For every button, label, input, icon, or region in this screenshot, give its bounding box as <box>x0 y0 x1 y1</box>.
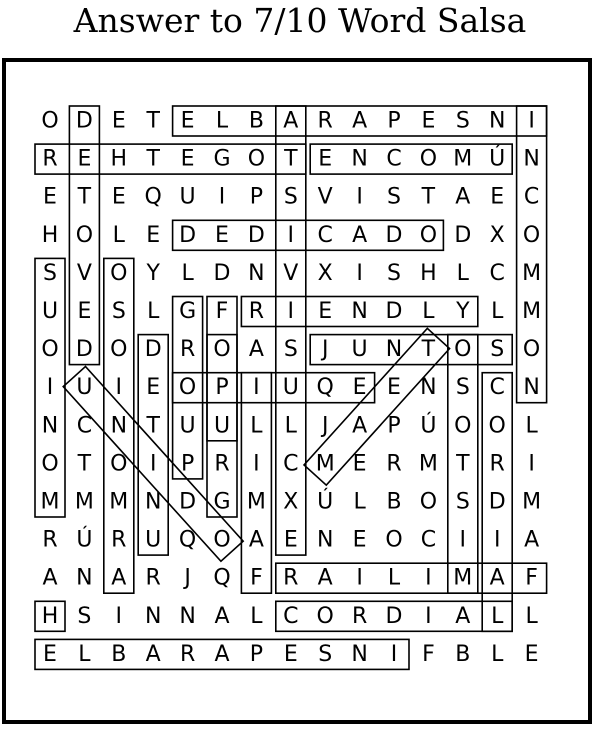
grid-cell: I <box>46 375 54 401</box>
grid-cell: P <box>387 413 401 439</box>
grid-cell: I <box>528 451 535 477</box>
grid-cell: R <box>111 527 127 553</box>
grid-cell: N <box>523 375 540 401</box>
grid-cell: O <box>41 451 59 477</box>
grid-cell: L <box>525 603 538 629</box>
grid-cell: J <box>321 413 329 439</box>
grid-cell: O <box>41 337 59 363</box>
grid-cell: L <box>525 413 538 439</box>
grid-cell: M <box>453 565 473 591</box>
grid-cell: O <box>213 337 231 363</box>
grid-cell: N <box>76 565 93 591</box>
grid-cell: E <box>111 108 126 134</box>
grid-cell: Q <box>178 527 197 553</box>
grid-cell: I <box>218 184 226 210</box>
grid-cell: S <box>111 299 126 324</box>
grid-cell: S <box>490 337 505 363</box>
grid-cell: M <box>246 489 266 515</box>
word-col-fopurg <box>207 297 237 518</box>
grid-cell: I <box>425 565 432 591</box>
page-title: Answer to 7/10 Word Salsa <box>73 1 527 40</box>
word-en-comun <box>310 144 512 174</box>
grid-cell: I <box>253 375 260 401</box>
grid-cell: E <box>318 146 333 172</box>
grid-cell: C <box>489 375 505 401</box>
grid-cell: D <box>179 222 197 248</box>
grid-cell: O <box>522 337 541 363</box>
grid-cell: O <box>419 146 438 172</box>
grid-cell: A <box>352 413 368 439</box>
grid-cell: I <box>356 184 363 210</box>
grid-cell: D <box>385 222 403 248</box>
grid-cell: P <box>249 184 264 210</box>
grid-cell: G <box>213 146 231 172</box>
grid-cell: O <box>41 108 59 134</box>
grid-cell: F <box>250 565 263 591</box>
grid-cell: S <box>387 260 401 286</box>
grid-cell: E <box>43 184 57 210</box>
grid-cell: B <box>111 641 127 667</box>
grid-cell: I <box>287 222 295 248</box>
grid-cell: O <box>316 603 334 629</box>
grid-cell: O <box>75 222 94 248</box>
grid-cell: N <box>351 146 368 172</box>
grid-cell: O <box>178 375 197 401</box>
grid-cell: L <box>491 603 504 629</box>
grid-cell: L <box>250 603 263 629</box>
grid-cell: C <box>523 184 540 210</box>
grid-cell: I <box>115 603 123 629</box>
grid-cell: D <box>75 108 93 134</box>
grid-cell: A <box>283 108 299 134</box>
grid-cell: H <box>110 146 128 172</box>
grid-cell: R <box>283 565 299 591</box>
grid-cell: R <box>214 451 230 477</box>
grid-cell: C <box>317 222 333 248</box>
grid-cell: V <box>317 184 333 210</box>
grid-cell: H <box>41 603 59 629</box>
grid-cell: T <box>284 146 298 172</box>
grid-cell: B <box>455 641 471 667</box>
grid-cell: F <box>525 565 538 591</box>
grid-cell: R <box>42 146 58 172</box>
grid-cell: S <box>455 489 470 515</box>
grid-cell: Ú <box>489 146 506 172</box>
word-col-f <box>241 373 271 594</box>
grid-cell: D <box>385 299 403 324</box>
grid-cell: U <box>213 413 231 439</box>
grid-cell: C <box>386 146 402 172</box>
grid-cell: E <box>421 108 436 134</box>
grid-cell: S <box>387 184 401 210</box>
grid-cell: E <box>490 184 505 210</box>
grid-cell: Y <box>456 299 470 324</box>
grid-cell: O <box>110 451 128 477</box>
grid-cell: E <box>318 299 333 324</box>
grid-cell: T <box>146 146 160 172</box>
grid-cell: R <box>42 527 58 553</box>
grid-cell: A <box>214 603 230 629</box>
grid-cell: D <box>213 260 231 286</box>
grid-cell: X <box>317 260 333 286</box>
grid-cell: Q <box>213 565 231 591</box>
grid-cell: R <box>386 451 402 477</box>
grid-cell: A <box>42 565 58 591</box>
grid-cell: L <box>284 413 297 439</box>
grid-cell: I <box>356 565 363 591</box>
grid-cell: I <box>459 527 467 553</box>
grid-cell: O <box>419 222 438 248</box>
grid-cell: T <box>146 413 160 439</box>
grid-cell: S <box>455 108 470 134</box>
grid-cell: I <box>493 527 501 553</box>
grid-cell: B <box>248 108 264 134</box>
grid-cell: D <box>179 489 197 515</box>
grid-cell: E <box>215 222 229 248</box>
grid-cell: S <box>43 260 57 286</box>
grid-cell: R <box>317 108 333 134</box>
grid-cell: U <box>179 184 196 210</box>
grid-cell: Ú <box>317 489 334 515</box>
grid-cell: L <box>387 565 401 591</box>
grid-cell: A <box>145 641 161 667</box>
grid-cell: D <box>75 337 93 363</box>
grid-cell: A <box>455 184 471 210</box>
grid-cell: I <box>528 108 535 134</box>
grid-cell: M <box>522 260 542 286</box>
grid-cell: E <box>146 375 161 401</box>
grid-cell: U <box>76 375 93 401</box>
grid-cell: U <box>145 527 162 553</box>
grid-cell: T <box>77 451 92 477</box>
grid-cell: L <box>250 413 263 439</box>
grid-cell: N <box>179 603 196 629</box>
grid-cell: I <box>287 299 295 324</box>
grid-cell: O <box>385 527 403 553</box>
grid-cell: L <box>112 222 125 248</box>
grid-cell: H <box>420 260 437 286</box>
grid-cell: L <box>353 489 366 515</box>
grid-cell: O <box>488 413 506 439</box>
grid-cell: G <box>213 489 231 515</box>
grid-cell: R <box>248 299 265 324</box>
grid-cell: N <box>420 375 437 401</box>
grid-cell: I <box>115 375 123 401</box>
grid-cell: C <box>76 413 93 439</box>
word-col-duque <box>138 335 168 555</box>
grid-cell: N <box>248 260 265 286</box>
grid-cell: O <box>213 527 231 553</box>
grid-cell: E <box>180 108 195 134</box>
grid-cell: C <box>420 527 437 553</box>
grid-cell: C <box>283 451 299 477</box>
grid-cell: E <box>387 375 401 401</box>
grid-cell: L <box>491 641 504 667</box>
grid-cell: E <box>283 527 298 553</box>
grid-cell: A <box>489 565 505 591</box>
grid-cell: N <box>385 337 403 363</box>
grid-cell: A <box>352 222 368 248</box>
grid-cell: M <box>74 489 94 515</box>
grid-cell: P <box>180 451 195 477</box>
grid-cell: N <box>316 527 334 553</box>
word-dedicado <box>173 220 444 250</box>
grid-cell: D <box>144 337 162 363</box>
grid-cell: V <box>76 260 92 286</box>
grid-cell: E <box>283 641 298 667</box>
grid-cell: R <box>179 641 196 667</box>
grid-cell: A <box>214 641 230 667</box>
grid-cell: P <box>215 375 229 401</box>
grid-cell: I <box>149 451 157 477</box>
grid-cell: I <box>425 603 432 629</box>
word-juntos <box>310 335 512 365</box>
letter-cells <box>41 109 542 667</box>
grid-cell: S <box>283 337 298 363</box>
grid-cell: L <box>456 260 469 286</box>
grid-cell: J <box>321 337 329 363</box>
grid-cell: T <box>421 184 436 210</box>
grid-cell: N <box>144 489 162 515</box>
grid-cell: E <box>524 641 539 667</box>
grid-cell: E <box>43 641 57 667</box>
grid-cell: H <box>41 222 59 248</box>
grid-cell: E <box>111 184 126 210</box>
grid-cell: N <box>41 413 59 439</box>
grid-cell: M <box>40 489 60 515</box>
grid-cell: O <box>454 413 472 439</box>
word-together <box>35 144 306 174</box>
grid-cell: U <box>351 337 368 363</box>
grid-cell: X <box>489 222 505 248</box>
grid-cell: C <box>489 260 505 286</box>
grid-cell: T <box>77 184 92 210</box>
grid-cell: T <box>456 451 470 477</box>
grid-cell: T <box>421 337 436 363</box>
grid-cell: T <box>146 108 160 134</box>
grid-cell: E <box>352 375 367 401</box>
grid-cell: S <box>283 184 298 210</box>
grid-cell: G <box>179 299 197 324</box>
grid-cell: V <box>283 260 299 286</box>
grid-cell: L <box>422 299 435 324</box>
grid-cell: Q <box>144 184 162 210</box>
grid-cell: I <box>356 260 363 286</box>
grid-cell: Y <box>146 260 160 286</box>
grid-cell: D <box>385 603 403 629</box>
grid-cell: Ú <box>76 527 93 553</box>
grid-cell: R <box>145 565 161 591</box>
grid-cell: D <box>247 222 265 248</box>
grid-cell: P <box>387 108 401 134</box>
grid-cell: A <box>111 565 127 591</box>
grid-cell: F <box>215 299 229 324</box>
grid-cell: M <box>418 451 438 477</box>
grid-cell: L <box>215 108 229 134</box>
grid-cell: M <box>315 451 335 477</box>
grid-cell: N <box>144 603 162 629</box>
grid-cell: O <box>110 337 128 363</box>
grid-cell: E <box>77 146 92 172</box>
grid-cell: E <box>146 222 161 248</box>
grid-cell: J <box>184 565 191 591</box>
grid-cell: A <box>352 108 368 134</box>
grid-cell: C <box>283 603 299 629</box>
grid-cell: M <box>453 146 473 172</box>
grid-cell: A <box>524 527 540 553</box>
grid-cell: N <box>351 299 368 324</box>
grid-cell: O <box>247 146 266 172</box>
grid-cell: A <box>248 337 264 363</box>
grid-cell: L <box>147 299 160 324</box>
grid-cell: O <box>419 489 438 515</box>
grid-cell: A <box>455 603 471 629</box>
grid-cell: P <box>249 641 264 667</box>
grid-cell: A <box>248 527 264 553</box>
grid-cell: E <box>352 451 367 477</box>
grid-cell: M <box>109 489 129 515</box>
grid-cell: R <box>489 451 505 477</box>
grid-cell: U <box>179 413 196 439</box>
grid-cell: I <box>390 641 398 667</box>
grid-cell: O <box>522 222 541 248</box>
grid-cell: N <box>523 146 540 172</box>
grid-cell: N <box>488 108 506 134</box>
grid-cell: L <box>78 641 91 667</box>
grid-cell: D <box>454 222 472 248</box>
grid-cell: X <box>283 489 299 515</box>
grid-cell: U <box>282 375 299 401</box>
grid-cell: M <box>522 489 542 515</box>
grid-cell: E <box>352 527 367 553</box>
grid-cell: S <box>318 641 333 667</box>
grid-cell: R <box>179 337 196 363</box>
grid-cell: N <box>110 413 128 439</box>
grid-cell: I <box>253 451 260 477</box>
grid-cell: O <box>110 260 128 286</box>
grid-cell: U <box>41 299 59 324</box>
grid-cell: M <box>522 299 542 324</box>
grid-cell: O <box>454 337 472 363</box>
word-familiar <box>276 563 547 593</box>
grid-cell: D <box>488 489 506 515</box>
grid-cell: Q <box>316 375 334 401</box>
grid-cell: B <box>386 489 402 515</box>
grid-cell: A <box>317 565 333 591</box>
grid-cell: S <box>455 375 470 401</box>
grid-cell: L <box>491 299 504 324</box>
grid-cell: N <box>351 641 368 667</box>
grid-cell: E <box>180 146 195 172</box>
grid-cell: E <box>77 299 92 324</box>
grid-cell: R <box>351 603 368 629</box>
grid-cell: L <box>181 260 194 286</box>
grid-cell: Ú <box>420 413 437 439</box>
grid-cell: F <box>422 641 435 667</box>
grid-cell: S <box>77 603 92 629</box>
